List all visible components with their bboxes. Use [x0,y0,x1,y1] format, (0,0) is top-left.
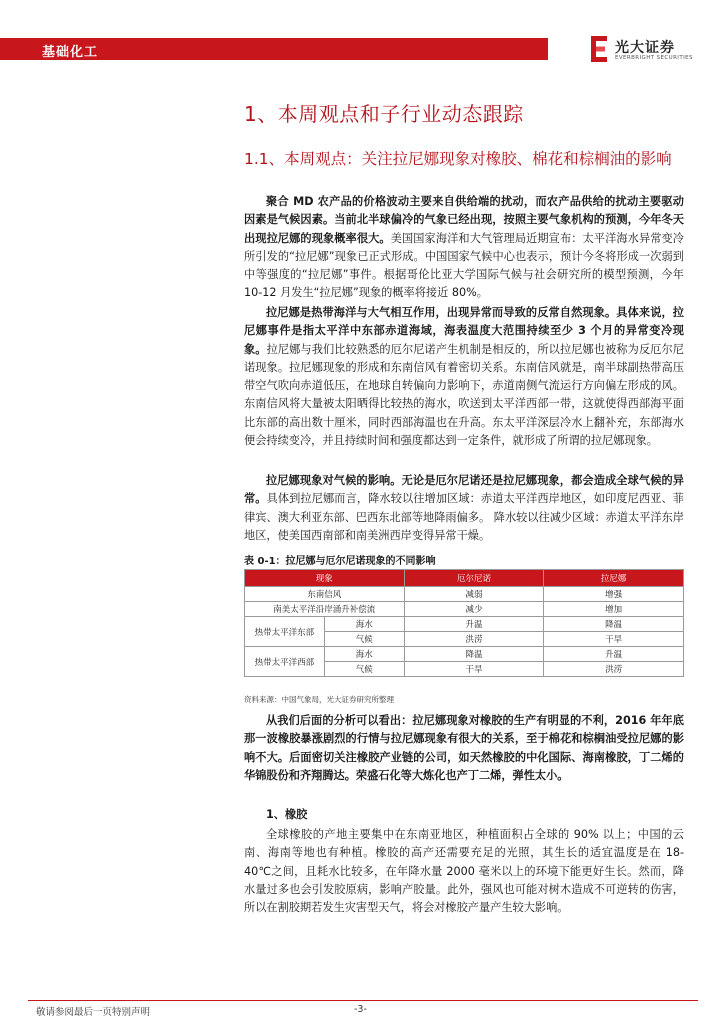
table-row [245,647,684,662]
logo-text: 光大证券 [615,40,675,56]
table-row [245,587,684,602]
table-cell: 气候 [324,662,404,677]
paragraph-rubber-body: 全球橡胶的产地主要集中在东南亚地区，种植面积占全球的 90% 以上；中国的云南、海南等地也有种植。橡胶的高产还需要充足的光照，其生长的适宜温度是在 18-40℃之间，且耗水比较多，在年降水量 2000 毫米以上的环境下能更好生长。然而，降水量过多也会引发胶原病，影响产胶量。此外，强风也可能对树木造成不可逆转的伤害，所以在割胶期若发生灾害型天气，将会对橡胶产量产生较大影响。 [244,828,684,915]
table-cell: 南美太平洋沿岸涌升补偿流 [245,602,405,617]
section-heading: 1、本周观点和子行业动态跟踪 [244,102,524,126]
paragraph-impact-body: 具体到拉尼娜而言，降水较以往增加区域：赤道太平洋西岸地区，如印度尼西亚、菲律宾、澳大利亚东部、巴西东北部等地降雨偏多。 降水较以往减少区域：赤道太平洋东岸地区，使美国西南部和南美洲西岸变得异常干燥。 [244,492,684,542]
table-cell: 降温 [544,617,684,632]
table-group-cell: 热带太平洋西部 [245,647,325,677]
page-header [0,0,724,72]
table-row [245,617,684,632]
table-cell: 减少 [404,602,544,617]
paragraph-rubber [244,826,684,917]
table-header-cell: 现象 [245,570,405,587]
table-cell: 升温 [544,647,684,662]
table-cell: 海水 [324,617,404,632]
table-cell: 干旱 [544,632,684,647]
paragraph-definition-body: 拉尼娜与我们比较熟悉的厄尔尼诺产生机制是相反的，所以拉尼娜也被称为反厄尔尼诺现象。拉尼娜现象的形成和东南信风有着密切关系。东南信风就是，南半球副热带高压带空气吹向赤道低压，在地球自转偏向力影响下，赤道南侧气流运行方向偏左形成的风。东南信风将大量被太阳晒得比较热的海水，吹送到太平洋西部一带，这就使得西部海平面比东部的高出数十厘米，同时西部海温也在升高。东太平洋深层冷水上翻补充，东部海水便会持续变冷，并且持续时间和强度都达到一定条件，就形成了所谓的拉尼娜现象。 [244,342,684,448]
table-cell: 海水 [324,647,404,662]
table-cell: 升温 [404,617,544,632]
footer-disclaimer: 敬请参阅最后一页特别声明 [36,1007,151,1018]
table-group-cell: 热带太平洋东部 [245,617,325,647]
table-cell: 洪涝 [544,662,684,677]
paragraph-intro [244,193,684,303]
paragraph-intro-lead: 聚合 MD 农产品的价格波动主要来自供给端的扰动，而农产品供给的扰动主要驱动因素是气候因素。当前北半球偏冷的气象已经出现，按照主要气象机构的预测，今年冬天出现拉尼娜的现象概率很大。 [244,195,684,245]
logo-subtext: EVERBRIGHT SECURITIES [615,55,693,61]
paragraph-definition-lead: 拉尼娜是热带海洋与大气相互作用，出现异常而导致的反常自然现象。具体来说，拉尼娜事件是指太平洋中东部赤道海域，海表温度大范围持续至少 3 个月的异常变冷现象。 [244,306,684,356]
section-banner [0,38,548,60]
company-logo [575,34,695,64]
paragraph-conclusion-text: 从我们后面的分析可以看出：拉尼娜现象对橡胶的生产有明显的不利，2016 年年底那一波橡胶暴涨剧烈的行情与拉尼娜现象有很大的关系，至于棉花和棕榈油受拉尼娜的影响不大。后面密切关注橡胶产业链的公司，如天然橡胶的中化国际、海南橡胶，丁二烯的华锦股份和齐翔腾达。荣盛石化等大炼化也产丁二烯，弹性太小。 [244,714,684,782]
table-cell: 增加 [544,602,684,617]
table-cell: 洪涝 [404,632,544,647]
table-cell: 气候 [324,632,404,647]
everbright-logo-icon [589,36,609,62]
table-caption: 表 0-1：拉尼娜与厄尔尼诺现象的不同影响 [244,556,436,567]
table-cell: 东南信风 [245,587,405,602]
section-label: 基础化工 [42,45,99,60]
table-row [245,602,684,617]
paragraph-climate-impact [244,472,684,545]
table-header-cell: 厄尔尼诺 [404,570,544,587]
table-cell: 增强 [544,587,684,602]
footer-divider [28,1000,698,1001]
table-cell: 减弱 [404,587,544,602]
paragraph-intro-body: 美国国家海洋和大气管理局近期宣布：太平洋海水异常变冷所引发的“拉尼娜”现象已正式形成。中国国家气候中心也表示，预计今冬将形成一次弱到中等强度的“拉尼娜”事件。根据哥伦比亚大学国际气候与社会研究所的模型预测，今年 10-12 月发生“拉尼娜”现象的概率将接近 80%。 [244,231,684,300]
comparison-table [244,569,684,677]
paragraph-la-nina-definition [244,304,684,450]
table-cell: 降温 [404,647,544,662]
subsection-heading: 1.1、本周观点：关注拉尼娜现象对橡胶、棉花和棕榈油的影响 [244,150,672,168]
table-header-cell: 拉尼娜 [544,570,684,587]
table-header-row [245,570,684,587]
paragraph-conclusion [244,712,684,785]
paragraph-impact-lead: 拉尼娜现象对气候的影响。无论是厄尔尼诺还是拉尼娜现象，都会造成全球气候的异常。 [244,474,684,506]
table-source: 资料来源：中国气象局，光大证券研究所整理 [244,695,394,704]
page-number: -3- [354,1004,367,1015]
table-cell: 干旱 [404,662,544,677]
rubber-subheading: 1、橡胶 [266,808,308,821]
